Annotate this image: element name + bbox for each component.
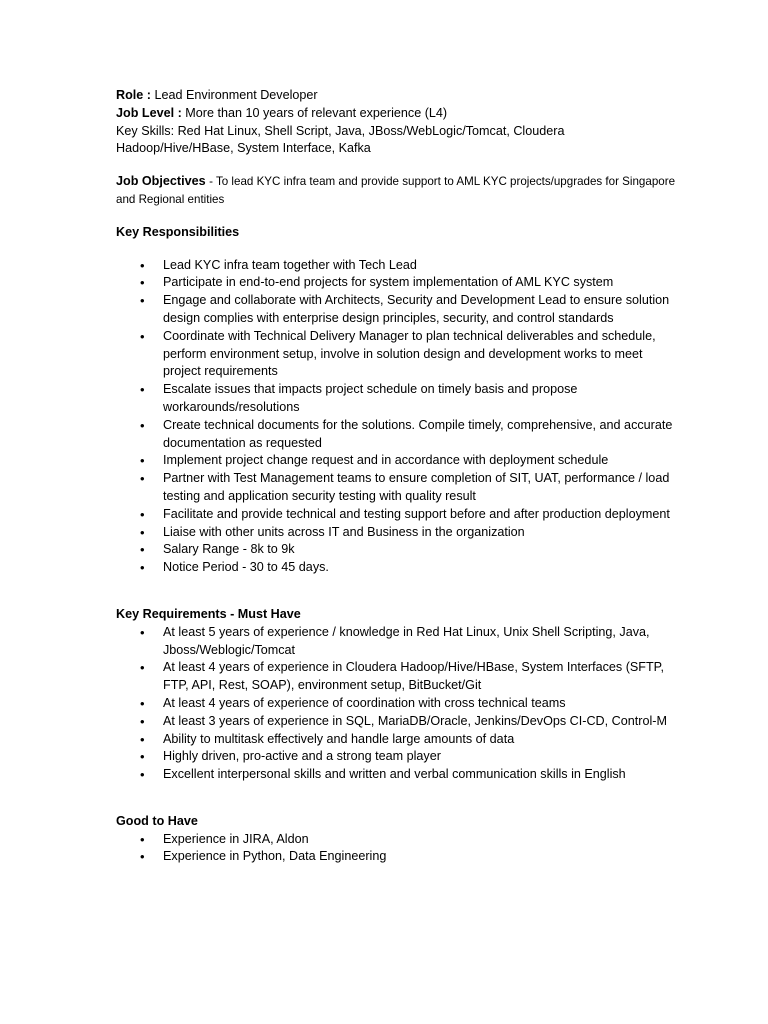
key-requirements-heading: Key Requirements - Must Have	[116, 606, 301, 621]
job-description	[116, 87, 676, 866]
list-item: • Create technical documents for the solutions. Compile timely, comprehensive, and accurate documentation as requested	[116, 417, 676, 453]
list-item: • At least 4 years of experience of coordination with cross technical teams	[116, 695, 676, 713]
list-item: • Implement project change request and in accordance with deployment schedule	[116, 452, 676, 470]
good-to-have-heading: Good to Have	[116, 813, 198, 828]
list-item: • Notice Period - 30 to 45 days.	[116, 559, 676, 577]
job-level-line	[116, 105, 676, 123]
good-to-have-list	[116, 831, 676, 867]
role-value: Lead Environment Developer	[154, 88, 318, 102]
key-requirements-list	[116, 624, 676, 784]
list-item: • Engage and collaborate with Architects, Security and Development Lead to ensure solution design complies with enterprise design principles, security, and control standards	[116, 292, 676, 328]
role-label: Role :	[116, 88, 151, 102]
list-item: • Participate in end-to-end projects for system implementation of AML KYC system	[116, 274, 676, 292]
key-skills-line: Key Skills: Red Hat Linux, Shell Script, Java, JBoss/WebLogic/Tomcat, Cloudera Hadoop/Hive/HBase, System Interface, Kafka	[116, 123, 565, 156]
list-item: • At least 4 years of experience in Cloudera Hadoop/Hive/HBase, System Interfaces (SFTP, FTP, API, Rest, SOAP), environment setup, BitBucket/Git	[116, 659, 676, 695]
list-item: • Coordinate with Technical Delivery Manager to plan technical deliverables and schedule, perform environment setup, involve in solution design and development works to meet project requirements	[116, 328, 676, 381]
list-item: • Facilitate and provide technical and testing support before and after production deployment	[116, 506, 676, 524]
list-item: • Lead KYC infra team together with Tech Lead	[116, 257, 676, 275]
list-item: • Salary Range - 8k to 9k	[116, 541, 676, 559]
list-item: • Partner with Test Management teams to ensure completion of SIT, UAT, performance / load testing and application security testing with quality result	[116, 470, 676, 506]
job-level-label: Job Level :	[116, 105, 182, 120]
list-item: • At least 3 years of experience in SQL, MariaDB/Oracle, Jenkins/DevOps CI-CD, Control-M	[116, 713, 676, 731]
list-item: • Escalate issues that impacts project schedule on timely basis and propose workarounds/resolutions	[116, 381, 676, 417]
key-responsibilities-heading: Key Responsibilities	[116, 224, 240, 239]
list-item: • Highly driven, pro-active and a strong team player	[116, 748, 676, 766]
list-item: • Ability to multitask effectively and handle large amounts of data	[116, 731, 676, 749]
role-line	[116, 87, 676, 105]
job-level-value: More than 10 years of relevant experience (L4)	[185, 105, 448, 120]
list-item: • Excellent interpersonal skills and written and verbal communication skills in English	[116, 766, 676, 784]
job-objectives-value: - To lead KYC infra team and provide support to AML KYC projects/upgrades for Singapore and Regional entities	[116, 175, 676, 206]
job-objectives-line	[116, 173, 676, 209]
job-objectives-label: Job Objectives	[116, 174, 206, 189]
list-item: • Experience in JIRA, Aldon	[116, 831, 676, 849]
key-responsibilities-list	[116, 257, 676, 577]
list-item: • Experience in Python, Data Engineering	[116, 848, 676, 866]
list-item: • At least 5 years of experience / knowledge in Red Hat Linux, Unix Shell Scripting, Java, Jboss/Weblogic/Tomcat	[116, 624, 676, 660]
list-item: • Liaise with other units across IT and Business in the organization	[116, 524, 676, 542]
